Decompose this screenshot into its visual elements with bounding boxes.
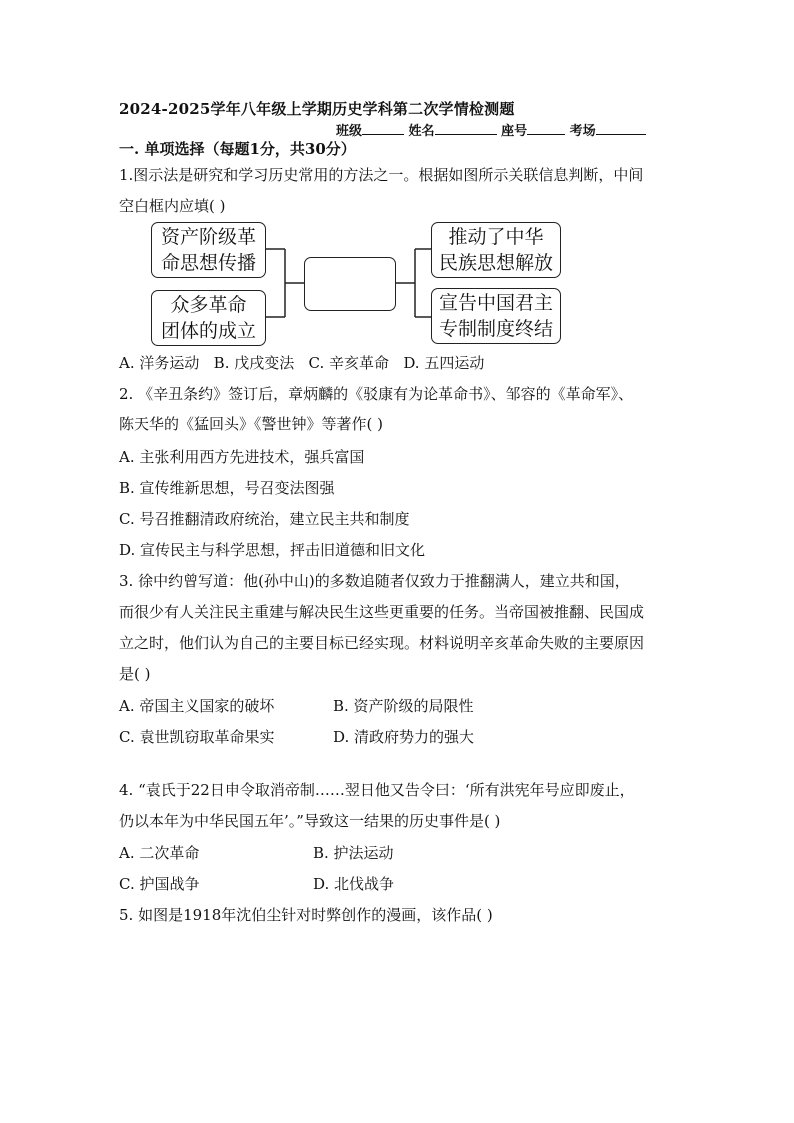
box-left-top <box>151 222 266 278</box>
box-right-top-line-2: 民族思想解放 <box>438 252 553 274</box>
box-center-blank <box>304 257 396 311</box>
q2-line-1: 2. 《辛丑条约》签订后，章炳麟的《驳康有为论革命书》、邹容的《革命军》、 <box>119 385 634 403</box>
exam-title: 2024-2025学年八年级上学期历史学科第二次学情检测题 <box>119 100 515 118</box>
section-title: 一. 单项选择（每题1分，共30分） <box>119 140 356 158</box>
q3-line-3: 立之时，他们认为自己的主要目标已经实现。材料说明辛亥革命失败的主要原因 <box>119 634 645 652</box>
q3-option-c: C. 袁世凯窃取革命果实 <box>119 728 275 746</box>
box-right-top-line-1: 推动了中华 <box>448 226 544 248</box>
q4-option-a: A. 二次革命 <box>119 844 200 862</box>
q2-line-2: 陈天华的《猛回头》《警世钟》等著作( ) <box>119 415 383 433</box>
q4-line-2: 仍以本年为中华民国五年’。”导致这一结果的历史事件是( ) <box>119 812 501 830</box>
q2-option-c: C. 号召推翻清政府统治，建立民主共和制度 <box>119 510 410 528</box>
q4-option-c: C. 护国战争 <box>119 875 200 893</box>
q5-line-1: 5. 如图是1918年沈伯尘针对时弊创作的漫画，该作品( ) <box>119 906 493 924</box>
q3-option-d: D. 清政府势力的强大 <box>333 728 475 746</box>
q2-option-b: B. 宣传维新思想，号召变法图强 <box>119 479 335 497</box>
q2-option-d: D. 宣传民主与科学思想，抨击旧道德和旧文化 <box>119 541 426 559</box>
seat-blank[interactable] <box>527 122 565 135</box>
box-left-bottom-line-2: 团体的成立 <box>160 320 256 342</box>
q1-options: A. 洋务运动 B. 戊戌变法 C. 辛亥革命 D. 五四运动 <box>119 354 485 372</box>
box-left-top-line-1: 资产阶级革 <box>160 226 256 248</box>
q3-option-b: B. 资产阶级的局限性 <box>333 697 474 715</box>
box-right-bottom-line-2: 专制制度终结 <box>438 318 553 340</box>
q4-line-1: 4. “袁氏于22日申令取消帝制……翌日他又告令曰：‘所有洪宪年号应即废止， <box>119 781 635 799</box>
q1-line-1: 1.图示法是研究和学习历史常用的方法之一。根据如图所示关联信息判断，中间 <box>119 166 644 184</box>
student-info-line <box>336 120 646 139</box>
q1-relation-diagram <box>119 220 579 346</box>
box-right-bottom <box>431 288 561 344</box>
box-left-top-line-2: 命思想传播 <box>160 252 256 274</box>
q4-option-d: D. 北伐战争 <box>313 875 395 893</box>
seat-label: 座号 <box>501 124 528 139</box>
class-label: 班级 <box>336 124 363 139</box>
q3-line-1: 3. 徐中约曾写道：他(孙中山)的多数追随者仅致力于推翻满人，建立共和国， <box>119 572 630 590</box>
q2-option-a: A. 主张利用西方先进技术，强兵富国 <box>119 448 365 466</box>
box-left-bottom-line-1: 众多革命 <box>170 294 247 316</box>
q4-option-b: B. 护法运动 <box>313 844 394 862</box>
room-blank[interactable] <box>596 122 646 135</box>
q3-line-2: 而很少有人关注民主重建与解决民生这些更重要的任务。当帝国被推翻、民国成 <box>119 603 645 621</box>
box-right-bottom-line-1: 宣告中国君主 <box>438 292 553 314</box>
class-blank[interactable] <box>362 122 404 135</box>
name-label: 姓名 <box>408 124 435 139</box>
q3-option-a: A. 帝国主义国家的破坏 <box>119 697 275 715</box>
q3-line-4: 是( ) <box>119 665 151 683</box>
name-blank[interactable] <box>435 122 497 135</box>
q1-line-2: 空白框内应填( ) <box>119 197 226 215</box>
room-label: 考场 <box>569 124 596 139</box>
box-right-top <box>431 222 561 278</box>
box-left-bottom <box>151 290 266 346</box>
